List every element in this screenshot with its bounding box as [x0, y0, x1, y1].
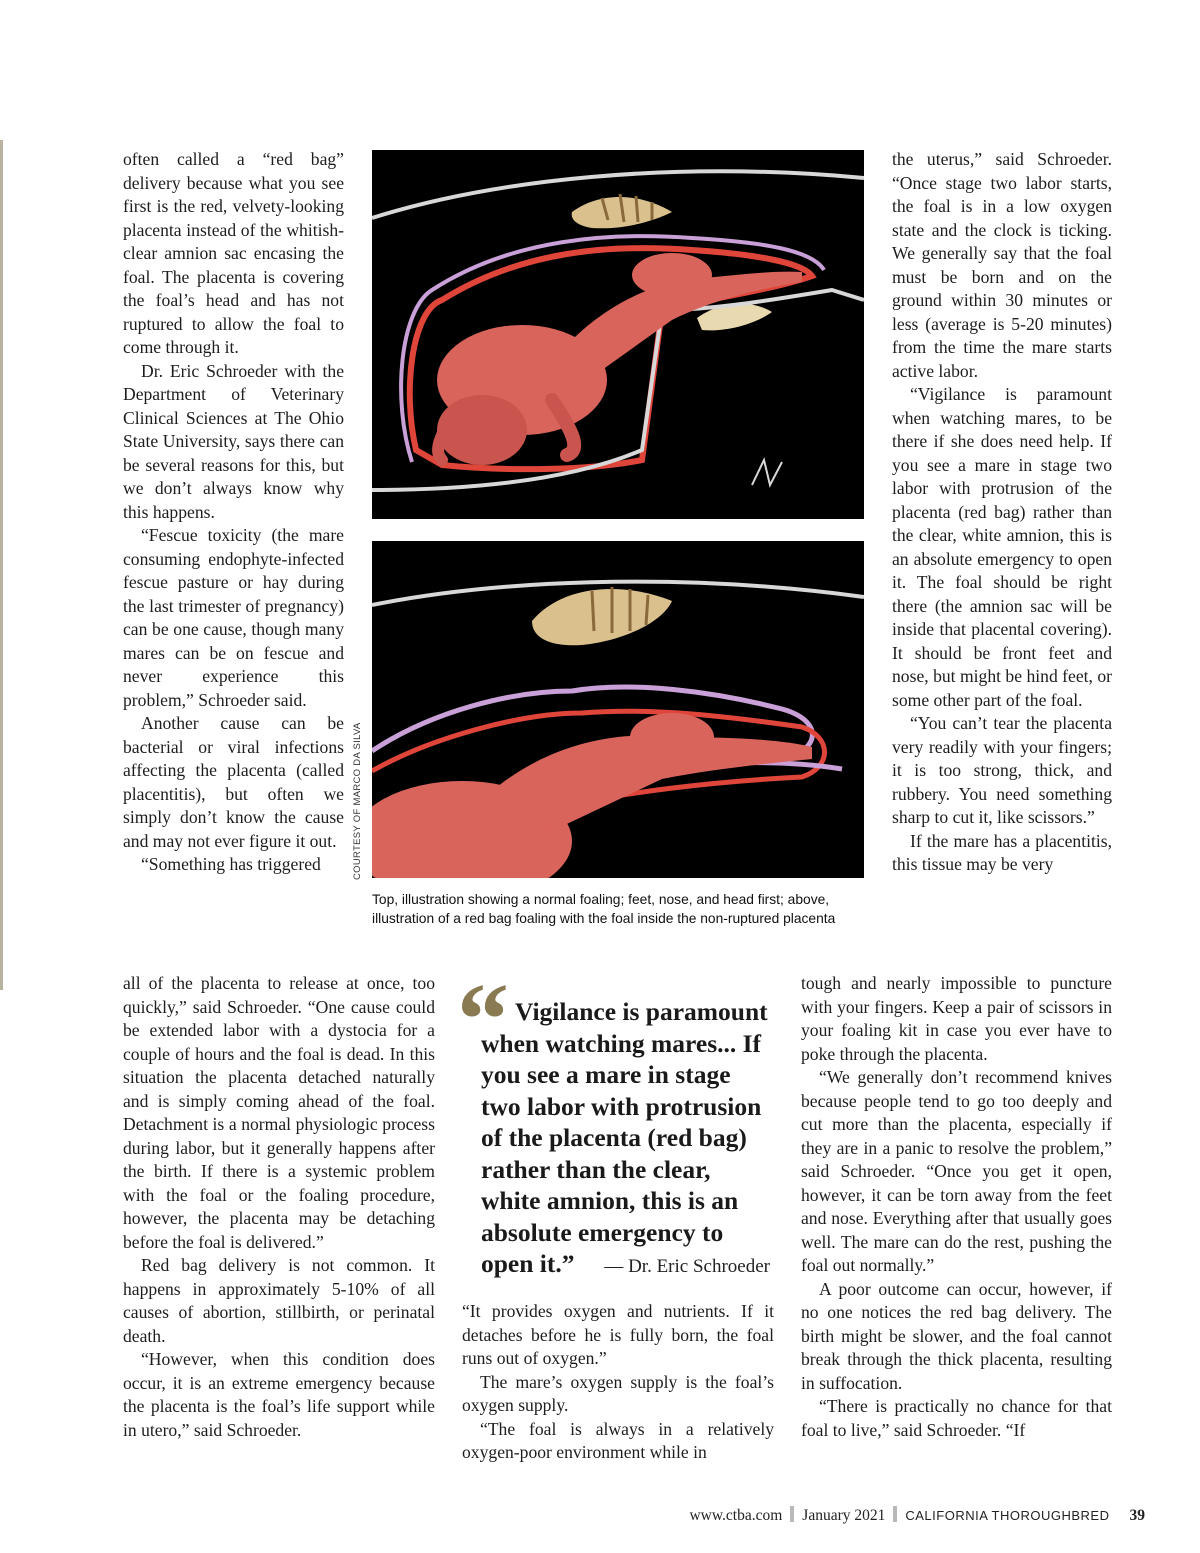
right-column-bottom [801, 972, 1112, 1442]
footer-issue: January 2021 [802, 1507, 886, 1524]
figure-caption: Top, illustration showing a normal foaling; feet, nose, and head first; above, illustration of a red bag foaling with the foal inside the non-ruptured placenta [372, 892, 836, 926]
photo-credit: COURTESY OF MARCO DA SILVA [352, 722, 363, 880]
pull-quote-mark: “ [457, 962, 509, 1077]
paragraph: “Vigilance is paramount when watching mares, to be there if she does need help. If you see a mare in stage two labor with protrusion of the placenta (red bag) rather than the clear, white amnion, this is an absolute emergency to open it. The foal should be right there (the amnion sac will be inside that placental covering). It should be front feet and nose, but might be hind feet, or some other part of the foal. [892, 384, 1112, 710]
paragraph: the uterus,” said Schroeder. “Once stage two labor starts, the foal is in a low oxygen state and the clock is ticking. We generally say that the foal must be born and on the ground within 30 minutes or less (average is 5-20 minutes) from the time the mare starts active labor. [892, 149, 1112, 381]
paragraph: If the mare has a placentitis, this tissue may be very [892, 830, 1112, 874]
paragraph: A poor outcome can occur, however, if no one notices the red bag delivery. The birth might be slower, and the foal cannot break through the thick placenta, resulting in suffocation. [801, 1278, 1112, 1393]
paragraph: “Something has triggered [141, 854, 321, 874]
paragraph: The mare’s oxygen supply is the foal’s oxygen supply. [462, 1371, 774, 1415]
red-bag-foaling-illustration [372, 541, 864, 878]
paragraph: all of the placenta to release at once, too quickly,” said Schroeder. “One cause could be extended labor with a dystocia for a couple of hours and the foal is dead. In this situation the placenta detached naturally and is simply coming ahead of the foal. Detachment is a normal physiologic process during labor, but it generally happens after the birth. If there is a systemic problem with the foal or the foaling procedure, however, the placenta may be detaching before the foal is delivered.” [123, 973, 435, 1252]
paragraph: tough and nearly impossible to puncture with your fingers. Keep a pair of scissors in your foaling kit in case you ever have to poke through the placenta. [801, 973, 1112, 1064]
paragraph: often called a “red bag” delivery because what you see first is the red, velvety-looking placenta instead of the whitish-clear amnion sac encasing the foal. The placenta is covering the foal’s head and has not ruptured to allow the foal to come through it. [123, 149, 344, 357]
page-number: 39 [1129, 1507, 1145, 1524]
footer-divider [893, 1506, 897, 1522]
paragraph: “It provides oxygen and nutrients. If it detaches before he is fully born, the foal runs out of oxygen.” [462, 1301, 774, 1368]
paragraph: Red bag delivery is not common. It happens in approximately 5-10% of all causes of abortion, stillbirth, or perinatal death. [123, 1255, 435, 1346]
left-column-top [123, 148, 344, 877]
footer-website-link[interactable]: www.ctba.com [689, 1507, 783, 1524]
right-column-top [892, 148, 1112, 877]
pull-quote: Vigilance is paramount when watching mares... If you see a mare in stage two labor with protrusion of the placenta (red bag) rather than the clear, white amnion, this is an absolute emergency to open it.” [481, 997, 768, 1278]
paragraph: Another cause can be bacterial or viral infections affecting the placenta (called placentitis), but often we simply don’t know the cause and may not ever figure it out. [123, 713, 344, 851]
paragraph: “The foal is always in a relatively oxygen-poor environment while in [462, 1418, 774, 1462]
paragraph: “We generally don’t recommend knives because people tend to go too deeply and cut more than the placenta, especially if they are in a panic to resolve the problem,” said Schroeder. “Once you get it open, however, it can be torn away from the feet and nose. Everything after that usually goes well. The mare can do the rest, pushing the foal out normally.” [801, 1067, 1112, 1275]
paragraph: Dr. Eric Schroeder with the Department of Veterinary Clinical Sciences at The Ohio State University, says there can be several reasons for this, but we don’t always know why this happens. [123, 360, 344, 522]
red-bag-foaling-drawing [372, 541, 864, 878]
paragraph: “You can’t tear the placenta very readily with your fingers; it is too strong, thick, and rubbery. You need something sharp to cut it, like scissors.” [892, 713, 1112, 827]
page-footer [689, 1506, 1145, 1525]
pull-quote-attribution: — Dr. Eric Schroeder [604, 1256, 770, 1277]
normal-foaling-illustration [372, 150, 864, 519]
left-column-bottom [123, 972, 435, 1442]
page-edge [0, 140, 3, 990]
footer-publication: CALIFORNIA THOROUGHBRED [905, 1508, 1110, 1523]
middle-column [462, 1300, 774, 1465]
footer-divider [790, 1506, 794, 1522]
normal-foaling-drawing [372, 150, 864, 519]
paragraph: “Fescue toxicity (the mare consuming endophyte-infected fescue pasture or hay during the last trimester of pregnancy) can be one cause, though many mares can be on fescue and never experience this problem,” Schroeder said. [123, 525, 344, 710]
paragraph: “However, when this condition does occur, it is an extreme emergency because the placenta is the foal’s life support while in utero,” said Schroeder. [123, 1349, 435, 1440]
paragraph: “There is practically no chance for that foal to live,” said Schroeder. “If [801, 1396, 1112, 1440]
